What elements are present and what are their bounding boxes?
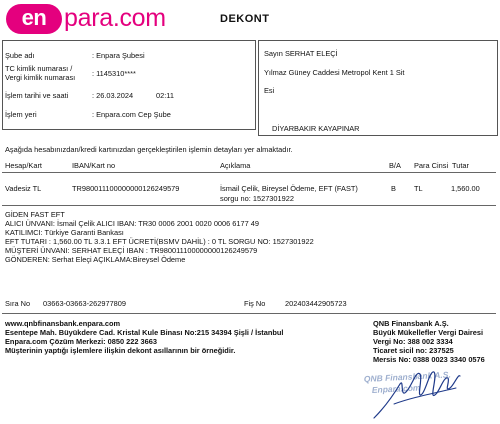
location-value: : Enpara.com Cep Şube bbox=[92, 110, 171, 119]
tax-id-label: Vergi kimlik numarası bbox=[5, 73, 76, 82]
address-line-1: Yılmaz Güney Caddesi Metropol Kent 1 Sit bbox=[264, 68, 405, 77]
logo-en-badge: en bbox=[6, 4, 62, 34]
detail-line-6: GÖNDEREN: Serhat Eleçi AÇIKLAMA:Bireysel Ödeme bbox=[5, 255, 186, 264]
date-label: İşlem tarihi ve saati bbox=[5, 91, 69, 100]
fis-label: Fiş No bbox=[244, 299, 266, 308]
tax-number: Vergi No: 388 002 3334 bbox=[373, 337, 453, 346]
address-line-2: Esi bbox=[264, 86, 275, 95]
col-currency: Para Cinsi bbox=[414, 161, 449, 170]
col-amount: Tutar bbox=[452, 161, 469, 170]
table-header-divider bbox=[2, 172, 496, 173]
address-city: DİYARBAKIR KAYAPINAR bbox=[272, 124, 360, 133]
detail-line-2: ALICI ÜNVANI: İsmail Çelik ALICI IBAN: TR30 0006 2001 0020 0006 6177 49 bbox=[5, 219, 260, 228]
col-description: Açıklama bbox=[220, 161, 251, 170]
row-description: İsmail Çelik, Bireysel Ödeme, EFT (FAST) bbox=[220, 184, 358, 193]
col-ba: B/A bbox=[389, 161, 401, 170]
tc-value: : 1145310**** bbox=[92, 69, 136, 78]
sira-label: Sıra No bbox=[5, 299, 31, 308]
table-bottom-divider bbox=[2, 205, 496, 206]
date-value: : 26.03.2024 bbox=[92, 91, 134, 100]
sira-value: 03663-03663-262977809 bbox=[43, 299, 127, 308]
row-currency: TL bbox=[414, 184, 423, 193]
col-iban: IBAN/Kart no bbox=[72, 161, 116, 170]
fis-value: 202403442905723 bbox=[285, 299, 347, 308]
detail-line-1: GİDEN FAST EFT bbox=[5, 210, 65, 219]
detail-line-3: KATILIMCI: Türkiye Garanti Bankası bbox=[5, 228, 124, 237]
stamp-line-2: Enpara.com bbox=[371, 382, 421, 395]
document-title: DEKONT bbox=[220, 13, 270, 25]
time-value: 02:11 bbox=[156, 91, 174, 100]
tax-office: Büyük Mükellefler Vergi Dairesi bbox=[373, 328, 484, 337]
footer-note: Müşterinin yaptığı işlemlere ilişkin dekont asıllarının bir örneğidir. bbox=[5, 346, 236, 355]
row-query-no: sorgu no: 1527301922 bbox=[220, 194, 294, 203]
row-account: Vadesiz TL bbox=[5, 184, 42, 193]
location-label: İşlem yeri bbox=[5, 110, 37, 119]
row-iban: TR980011100000000126249579 bbox=[72, 184, 180, 193]
detail-line-4: EFT TUTARI : 1,560.00 TL 3.3.1 EFT ÜCRETİ(BSMV DAHİL) : 0 TL SORGU NO: 1527301922 bbox=[5, 237, 314, 246]
footer-website: www.qnbfinansbank.enpara.com bbox=[5, 319, 121, 328]
row-amount: 1,560.00 bbox=[451, 184, 480, 193]
trade-registry: Ticaret sicil no: 237525 bbox=[373, 346, 454, 355]
logo-text: para.com bbox=[64, 4, 166, 32]
branch-label: Şube adı bbox=[5, 51, 35, 60]
row-ba: B bbox=[391, 184, 396, 193]
branch-value: : Enpara Şubesi bbox=[92, 51, 145, 60]
footer-divider bbox=[2, 313, 496, 314]
detail-line-5: MÜŞTERİ ÜNVANI: SERHAT ELEÇİ IBAN : TR980011100000000126249579 bbox=[5, 246, 258, 255]
intro-text: Aşağıda hesabınızdan/kredi kartınızdan gerçekleştirilen işlemin detayları yer almaktadır. bbox=[5, 145, 293, 154]
footer-support: Enpara.com Çözüm Merkezi: 0850 222 3663 bbox=[5, 337, 157, 346]
mersis-number: Mersis No: 0388 0023 3340 0576 bbox=[373, 355, 485, 364]
col-account: Hesap/Kart bbox=[5, 161, 42, 170]
bank-stamp-signature bbox=[360, 364, 470, 422]
footer-address: Esentepe Mah. Büyükdere Cad. Kristal Kule Binası No:215 34394 Şişli / İstanbul bbox=[5, 328, 284, 337]
stamp-line-1: QNB Finansbank A.Ş. bbox=[363, 369, 452, 384]
tc-label: TC kimlik numarası / bbox=[5, 64, 73, 73]
customer-name: Sayın SERHAT ELEÇİ bbox=[264, 49, 338, 58]
bank-name: QNB Finansbank A.Ş. bbox=[373, 319, 449, 328]
